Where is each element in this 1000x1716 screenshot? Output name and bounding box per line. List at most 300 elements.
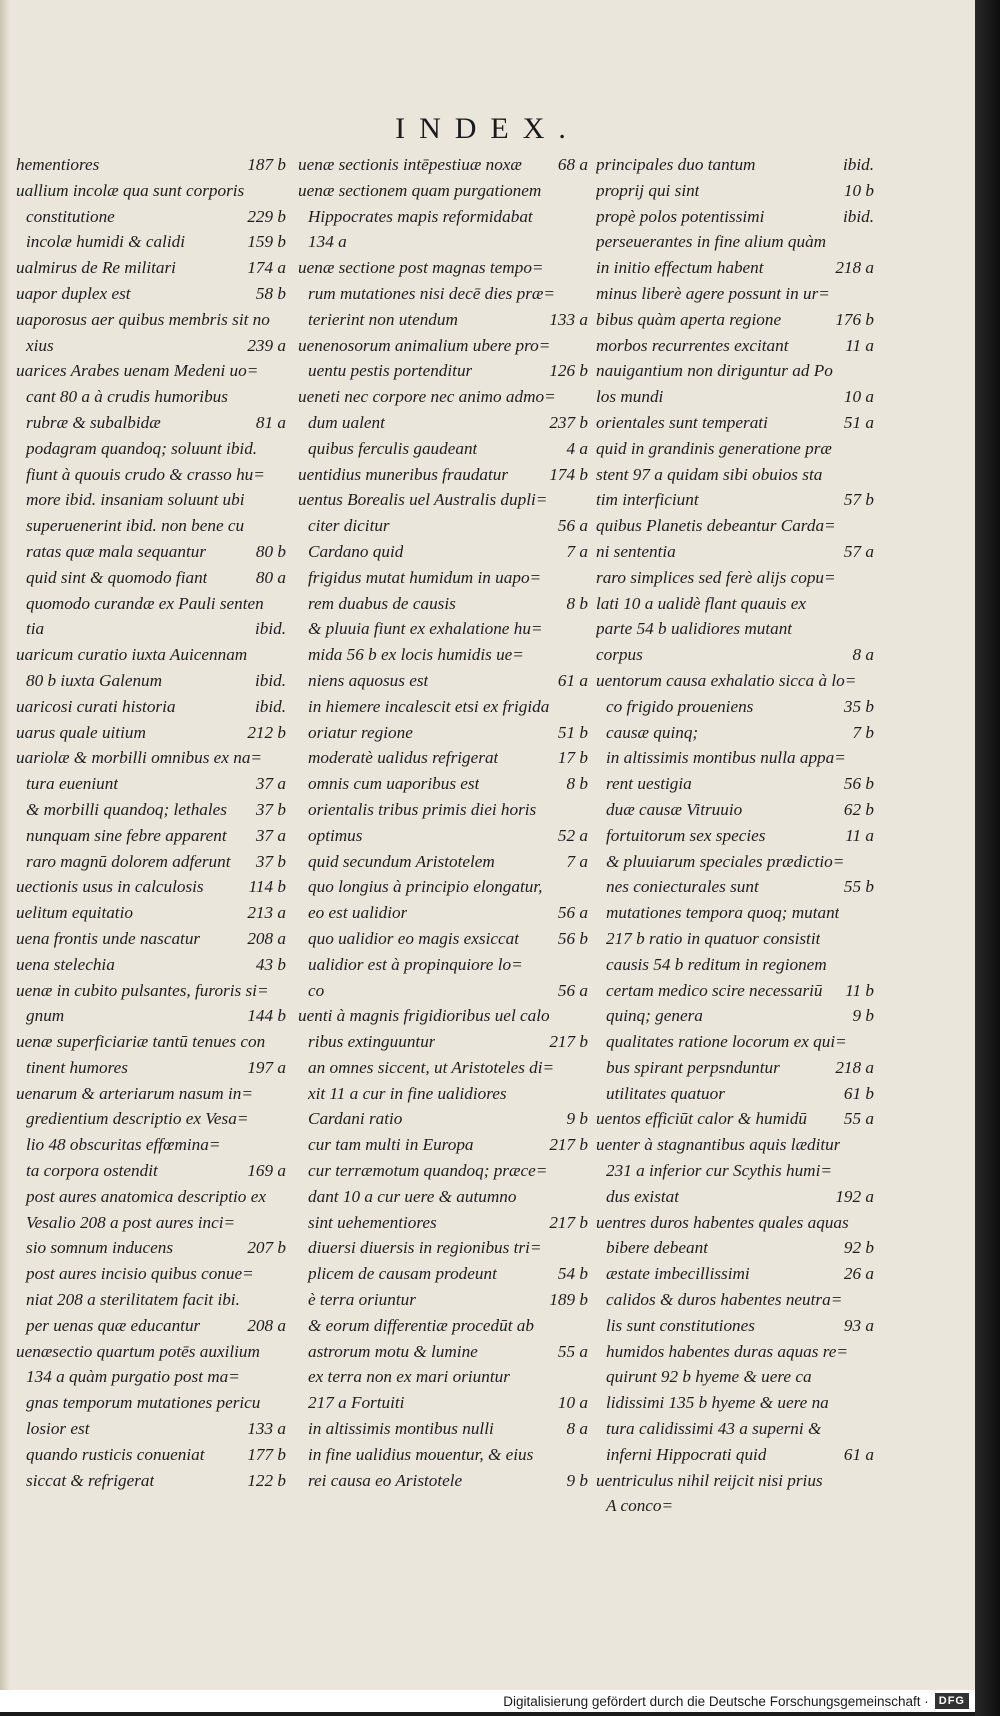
index-entry-reference: 189 b (549, 1290, 588, 1310)
index-entry-reference: 55 b (843, 877, 874, 897)
index-entry (596, 1184, 874, 1210)
digitization-footer (0, 1690, 975, 1712)
index-entry (596, 1158, 874, 1184)
index-entry-reference: 208 a (247, 1315, 286, 1335)
index-entry (16, 204, 286, 230)
index-entry-reference (278, 1132, 286, 1158)
index-entry-reference (580, 874, 588, 900)
index-entry-text: lis sunt constitutiones (606, 1315, 755, 1335)
index-entry-text: uenter à stagnantibus aquis læditur (596, 1135, 841, 1155)
index-entry-text: Cardani ratio (308, 1109, 403, 1129)
index-entry-reference (278, 1261, 286, 1287)
index-entry-text: uenenosorum animalium ubere pro= (298, 335, 551, 355)
index-entry-text: uenarum & arteriarum nasum in= (16, 1083, 253, 1103)
index-entry-text: ualidior est à propinquiore lo= (308, 954, 523, 974)
index-entry-text: rubræ & subalbidæ (26, 412, 161, 432)
index-entry (16, 1313, 286, 1339)
index-entry-reference (866, 565, 874, 591)
index-entry-text: quo ualidior eo magis exsiccat (308, 928, 519, 948)
index-entry-text: rei causa eo Aristotele (308, 1470, 463, 1490)
index-entry (596, 152, 874, 178)
index-entry-text: co (308, 980, 325, 1000)
index-entry-text: gredientium descriptio ex Vesa= (26, 1109, 249, 1129)
index-entry-text: causis 54 b reditum in regionem (606, 954, 827, 974)
index-entry-text: & morbilli quandoq; lethales (26, 799, 227, 819)
index-entry-text: constitutione (26, 206, 115, 226)
index-entry-text: uentorum causa exhalatio sicca à lo= (596, 670, 857, 690)
index-entry (16, 1442, 286, 1468)
index-entry (16, 952, 286, 978)
index-entry-reference: 11 b (845, 980, 874, 1000)
index-entry-text: tinent humores (26, 1057, 128, 1077)
index-entry (596, 1468, 874, 1494)
index-entry-reference: 37 a (255, 825, 286, 845)
index-entry-reference: ibid. (842, 155, 874, 174)
index-entry-text: rum mutationes nisi decē dies præ= (308, 283, 555, 303)
index-entry (596, 1313, 874, 1339)
index-entry-text: post aures anatomica descriptio ex (26, 1186, 266, 1206)
index-entry-reference (866, 1210, 874, 1236)
index-entry (16, 1106, 286, 1132)
index-entry (16, 1158, 286, 1184)
index-entry (16, 384, 286, 410)
index-entry-text: incolæ humidi & calidi (26, 232, 185, 252)
index-entry-text: è terra oriuntur (308, 1290, 416, 1310)
index-entry-text: uena frontis unde nascatur (16, 928, 201, 948)
index-entry-reference (278, 1210, 286, 1236)
index-entry-text: proprij qui sint (596, 180, 700, 200)
index-entry-reference: 174 a (247, 258, 286, 278)
index-entry (298, 616, 588, 642)
index-entry-text: propè polos potentissimi (596, 206, 765, 226)
index-entry-text: perseuerantes in fine alium quàm (596, 232, 827, 252)
index-entry-text: tura calidissimi 43 a superni & (606, 1419, 822, 1439)
index-entry-reference (278, 462, 286, 488)
index-entry-text: rent uestigia (606, 774, 692, 794)
index-entry-text: plicem de causam prodeunt (308, 1264, 497, 1284)
index-entry (298, 642, 588, 668)
index-entry-text: quibus ferculis gaudeant (308, 438, 478, 458)
index-entry-reference (580, 487, 588, 513)
index-entry-reference: 55 a (557, 1341, 588, 1361)
index-entry-reference: 52 a (557, 825, 588, 845)
index-entry-text: uentidius muneribus fraudatur (298, 464, 509, 484)
index-entry-reference (866, 1132, 874, 1158)
index-entry (298, 1261, 588, 1287)
index-entry-text: bibus quàm aperta regione (596, 309, 782, 329)
index-entry-reference: 61 a (843, 1444, 874, 1464)
index-entry-reference: ibid. (842, 206, 874, 226)
index-entry (16, 1081, 286, 1107)
index-entry (298, 1442, 588, 1468)
index-entry-text: 134 a (308, 232, 347, 252)
index-entry-reference (866, 1029, 874, 1055)
index-entry (16, 333, 286, 359)
index-entry-reference: 61 a (557, 670, 588, 690)
index-entry (596, 539, 874, 565)
index-entry (596, 436, 874, 462)
index-entry (16, 900, 286, 926)
index-entry-reference: 187 b (247, 155, 286, 174)
index-entry-text: astrorum motu & lumine (308, 1341, 478, 1361)
index-entry (298, 333, 588, 359)
index-entry-text: lidissimi 135 b hyeme & uere na (606, 1393, 829, 1413)
index-entry-text: gnum (26, 1006, 65, 1026)
index-entry-text: post aures incisio quibus conue= (26, 1264, 254, 1284)
index-entry (596, 591, 874, 617)
index-entry-reference: 11 a (845, 825, 874, 845)
index-entry (16, 849, 286, 875)
index-entry-reference (580, 1081, 588, 1107)
index-entry-reference: 54 b (557, 1264, 588, 1284)
index-entry (298, 255, 588, 281)
index-entry (596, 1416, 874, 1442)
index-entry-reference: 7 a (566, 541, 588, 561)
index-entry (16, 1235, 286, 1261)
index-entry-reference: 81 a (255, 412, 286, 432)
index-entry (16, 591, 286, 617)
index-entry-text: sio somnum inducens (26, 1238, 174, 1258)
index-entry-text: uectionis usus in calculosis (16, 877, 204, 897)
index-entry (596, 874, 874, 900)
index-entry-text: bus spirant perpsnduntur (606, 1057, 780, 1077)
index-entry (596, 720, 874, 746)
index-entry (596, 1261, 874, 1287)
index-entry (596, 178, 874, 204)
index-entry (16, 1390, 286, 1416)
index-entry-text: uelitum equitatio (16, 903, 133, 923)
index-entry (16, 1184, 286, 1210)
index-entry-reference (866, 462, 874, 488)
index-entry-text: & pluuiarum speciales prædictio= (606, 851, 845, 871)
index-entry-reference: 61 b (843, 1083, 874, 1103)
index-entry-reference (278, 1184, 286, 1210)
index-entry (298, 487, 588, 513)
index-entry-reference (580, 1055, 588, 1081)
index-entry-reference: 7 b (852, 722, 874, 742)
index-entry-reference: 192 a (835, 1186, 874, 1206)
index-entry (596, 1493, 874, 1519)
index-entry-reference: 133 a (247, 1419, 286, 1439)
index-entry-reference (580, 642, 588, 668)
index-entry-reference: 51 a (843, 412, 874, 432)
index-entry-text: Hippocrates mapis reformidabat (308, 206, 533, 226)
index-entry (16, 1029, 286, 1055)
index-entry-reference: 51 b (557, 722, 588, 742)
index-entry-text: principales duo tantum (596, 155, 756, 174)
index-entry-text: los mundi (596, 387, 664, 407)
index-entry-text: 134 a quàm purgatio post ma= (26, 1367, 240, 1387)
index-entry (298, 797, 588, 823)
index-column-2 (298, 152, 588, 1493)
index-entry-text: podagram quandoq; soluunt ibid. (26, 438, 258, 458)
index-entry-reference: 197 a (247, 1057, 286, 1077)
index-entry-reference (278, 1364, 286, 1390)
index-entry (298, 1416, 588, 1442)
index-entry (16, 668, 286, 694)
index-entry-reference (866, 436, 874, 462)
index-entry-text: oriatur regione (308, 722, 413, 742)
index-entry (596, 1287, 874, 1313)
index-entry-reference: 37 b (255, 851, 286, 871)
index-entry-reference (580, 255, 588, 281)
index-entry-text: cant 80 a à crudis humoribus (26, 387, 228, 407)
index-entry-text: dus existat (606, 1186, 680, 1206)
index-entry-reference (866, 745, 874, 771)
index-entry-text: mida 56 b ex locis humidis ue= (308, 645, 524, 665)
index-entry-reference: 7 a (566, 851, 588, 871)
scan-edge (975, 0, 1000, 1716)
index-entry-text: 231 a inferior cur Scythis humi= (606, 1161, 832, 1181)
index-entry (596, 616, 874, 642)
index-entry-reference: 10 a (843, 387, 874, 407)
index-entry-text: hementiores (16, 155, 100, 174)
index-entry-reference (580, 616, 588, 642)
index-entry (16, 771, 286, 797)
index-entry-reference (580, 797, 588, 823)
index-entry-reference (866, 668, 874, 694)
index-entry-reference (866, 1158, 874, 1184)
index-entry (596, 1106, 874, 1132)
index-entry-text: uaporosus aer quibus membris sit no (16, 309, 270, 329)
index-entry (16, 926, 286, 952)
index-entry (16, 307, 286, 333)
index-entry-text: in altissimis montibus nulli (308, 1419, 494, 1439)
index-entry-text: morbos recurrentes excitant (596, 335, 789, 355)
index-entry-reference (866, 1416, 874, 1442)
index-entry (16, 152, 286, 178)
index-entry-text: orientales sunt temperati (596, 412, 768, 432)
index-entry (16, 1132, 286, 1158)
index-entry (16, 1261, 286, 1287)
index-entry-text: quo longius à principio elongatur, (308, 877, 543, 897)
index-entry (298, 1210, 588, 1236)
index-entry-reference: 56 b (843, 774, 874, 794)
index-entry-reference: 58 b (255, 283, 286, 303)
index-entry-text: gnas temporum mutationes pericu (26, 1393, 261, 1413)
index-entry-reference (278, 1029, 286, 1055)
index-entry (298, 436, 588, 462)
index-entry-text: & eorum differentiæ procedūt ab (308, 1315, 534, 1335)
page-header: INDEX. (395, 112, 580, 145)
index-entry-text: quando rusticis conueniat (26, 1444, 205, 1464)
index-entry (596, 849, 874, 875)
index-entry-text: uentu pestis portenditur (308, 361, 473, 381)
index-entry (298, 1132, 588, 1158)
index-entry-text: uenæ in cubito pulsantes, furoris si= (16, 980, 269, 1000)
index-entry-text: terierint non utendum (308, 309, 458, 329)
index-entry-text: raro simplices sed ferè alijs copu= (596, 567, 836, 587)
index-entry (16, 1055, 286, 1081)
index-entry-text: inferni Hippocrati quid (606, 1444, 767, 1464)
index-entry-text: ueneti nec corpore nec animo admo= (298, 387, 556, 407)
index-entry (298, 720, 588, 746)
index-entry-reference: ibid. (254, 670, 286, 690)
index-entry (596, 1132, 874, 1158)
index-entry-text: losior est (26, 1419, 90, 1439)
index-entry (596, 204, 874, 230)
index-entry-text: uarus quale uitium (16, 722, 146, 742)
index-entry (298, 849, 588, 875)
index-entry-text: & pluuia fiunt ex exhalatione hu= (308, 619, 543, 639)
index-entry-text: in altissimis montibus nulla appa= (606, 748, 846, 768)
index-entry-reference (866, 281, 874, 307)
index-entry (596, 694, 874, 720)
index-entry-reference: ibid. (254, 619, 286, 639)
index-entry-reference: 56 a (557, 980, 588, 1000)
index-entry (16, 178, 286, 204)
index-entry-reference (580, 281, 588, 307)
index-entry-text: uallium incolæ qua sunt corporis (16, 180, 245, 200)
index-entry-text: in hiemere incalescit etsi ex frigida (308, 696, 550, 716)
index-entry-text: frigidus mutat humidum in uapo= (308, 567, 542, 587)
index-entry-reference: 55 a (843, 1109, 874, 1129)
index-entry (596, 487, 874, 513)
page-spine-shadow (0, 0, 10, 1690)
index-entry-text: uentres duros habentes quales aquas (596, 1212, 849, 1232)
index-entry-reference (580, 229, 588, 255)
index-entry-text: quid in grandinis generatione præ (596, 438, 832, 458)
index-entry (596, 255, 874, 281)
index-entry (16, 436, 286, 462)
index-entry (298, 1339, 588, 1365)
index-entry-text: tura eueniunt (26, 774, 119, 794)
index-entry-reference: 10 a (557, 1393, 588, 1413)
index-entry-reference: 237 b (549, 412, 588, 432)
index-entry-reference (278, 745, 286, 771)
index-entry (16, 1287, 286, 1313)
index-entry (16, 1468, 286, 1494)
index-entry (298, 307, 588, 333)
index-entry (596, 900, 874, 926)
index-entry (298, 178, 588, 204)
index-entry (298, 668, 588, 694)
index-entry-text: uenæ sectione post magnas tempo= (298, 258, 544, 278)
index-entry-text: mutationes tempora quoq; mutant (606, 903, 840, 923)
index-entry-reference (278, 1287, 286, 1313)
index-column-3 (596, 152, 874, 1519)
index-entry (16, 1416, 286, 1442)
index-entry-text: in initio effectum habent (596, 258, 764, 278)
index-entry (596, 462, 874, 488)
index-entry-text: minus liberè agere possunt in ur= (596, 283, 830, 303)
index-entry-text: niat 208 a sterilitatem facit ibi. (26, 1290, 240, 1310)
index-entry-text: siccat & refrigerat (26, 1470, 155, 1490)
index-entry-text: 80 b iuxta Galenum (26, 670, 163, 690)
index-entry-reference: 213 a (247, 903, 286, 923)
index-entry-text: ribus extinguuntur (308, 1032, 436, 1052)
index-entry-text: uena stelechia (16, 954, 115, 974)
index-entry (16, 642, 286, 668)
index-entry-reference (866, 229, 874, 255)
index-entry-text: sint uehementiores (308, 1212, 437, 1232)
index-entry-reference (580, 1235, 588, 1261)
index-entry (298, 1364, 588, 1390)
index-entry-reference (580, 384, 588, 410)
index-entry-reference: 114 b (248, 877, 286, 897)
index-entry-text: ex terra non ex mari oriuntur (308, 1367, 510, 1387)
index-entry (596, 1235, 874, 1261)
index-entry (16, 410, 286, 436)
index-entry-text: 217 b ratio in quatuor consistit (606, 928, 821, 948)
index-entry-reference: 218 a (835, 1057, 874, 1077)
index-entry (596, 1003, 874, 1029)
index-entry-reference (866, 1339, 874, 1365)
index-entry (298, 204, 588, 230)
index-entry (298, 1468, 588, 1494)
index-entry-reference: ibid. (254, 696, 286, 716)
index-entry (298, 1081, 588, 1107)
index-entry-reference (866, 952, 874, 978)
index-entry-reference (866, 591, 874, 617)
index-entry (596, 745, 874, 771)
index-entry-text: ta corpora ostendit (26, 1161, 158, 1181)
index-entry-text: uariolæ & morbilli omnibus ex na= (16, 748, 263, 768)
index-entry-reference (866, 900, 874, 926)
index-entry-reference (278, 358, 286, 384)
index-entry (596, 1081, 874, 1107)
index-entry-reference: 37 b (255, 799, 286, 819)
index-entry (596, 823, 874, 849)
index-entry-text: bibere debeant (606, 1238, 708, 1258)
index-entry-reference: 92 b (843, 1238, 874, 1258)
index-entry-text: uaricosi curati historia (16, 696, 176, 716)
index-entry (298, 952, 588, 978)
index-entry-text: quirunt 92 b hyeme & uere ca (606, 1367, 812, 1387)
index-entry-reference: 212 b (247, 722, 286, 742)
index-entry-text: eo est ualidior (308, 903, 408, 923)
index-entry (16, 1364, 286, 1390)
index-entry-text: dant 10 a cur uere & autumno (308, 1186, 517, 1206)
index-entry (16, 513, 286, 539)
index-entry-text: niens aquosus est (308, 670, 429, 690)
index-entry (16, 823, 286, 849)
index-entry-text: calidos & duros habentes neutra= (606, 1290, 843, 1310)
index-entry-text: lati 10 a ualidè flant quauis ex (596, 593, 807, 613)
index-entry (16, 694, 286, 720)
index-entry-reference (278, 178, 286, 204)
index-entry (298, 1106, 588, 1132)
index-entry (298, 694, 588, 720)
index-entry-text: parte 54 b ualidiores mutant (596, 619, 793, 639)
index-entry (596, 926, 874, 952)
index-entry-reference (866, 616, 874, 642)
index-entry-reference: 217 b (549, 1032, 588, 1052)
index-entry (298, 1313, 588, 1339)
index-entry-reference: 177 b (247, 1444, 286, 1464)
index-entry-reference (278, 1339, 286, 1365)
index-entry (596, 384, 874, 410)
index-entry (16, 539, 286, 565)
index-entry-reference (278, 1081, 286, 1107)
index-entry-text: quibus Planetis debeantur Carda= (596, 516, 836, 536)
index-entry-text: humidos habentes duras aquas re= (606, 1341, 849, 1361)
index-entry-text: A conco= (606, 1496, 674, 1516)
index-entry-text: utilitates quatuor (606, 1083, 725, 1103)
index-entry-reference (278, 1390, 286, 1416)
index-entry (298, 1184, 588, 1210)
index-entry (16, 1339, 286, 1365)
index-entry (298, 1055, 588, 1081)
index-entry-reference (278, 307, 286, 333)
index-entry-reference (580, 1158, 588, 1184)
index-entry-text: co frigido proueniens (606, 696, 754, 716)
index-entry-reference (580, 565, 588, 591)
index-entry-text: Vesalio 208 a post aures inci= (26, 1212, 236, 1232)
index-entry (16, 255, 286, 281)
index-entry (596, 1055, 874, 1081)
index-entry-text: raro magnū dolorem adferunt (26, 851, 231, 871)
